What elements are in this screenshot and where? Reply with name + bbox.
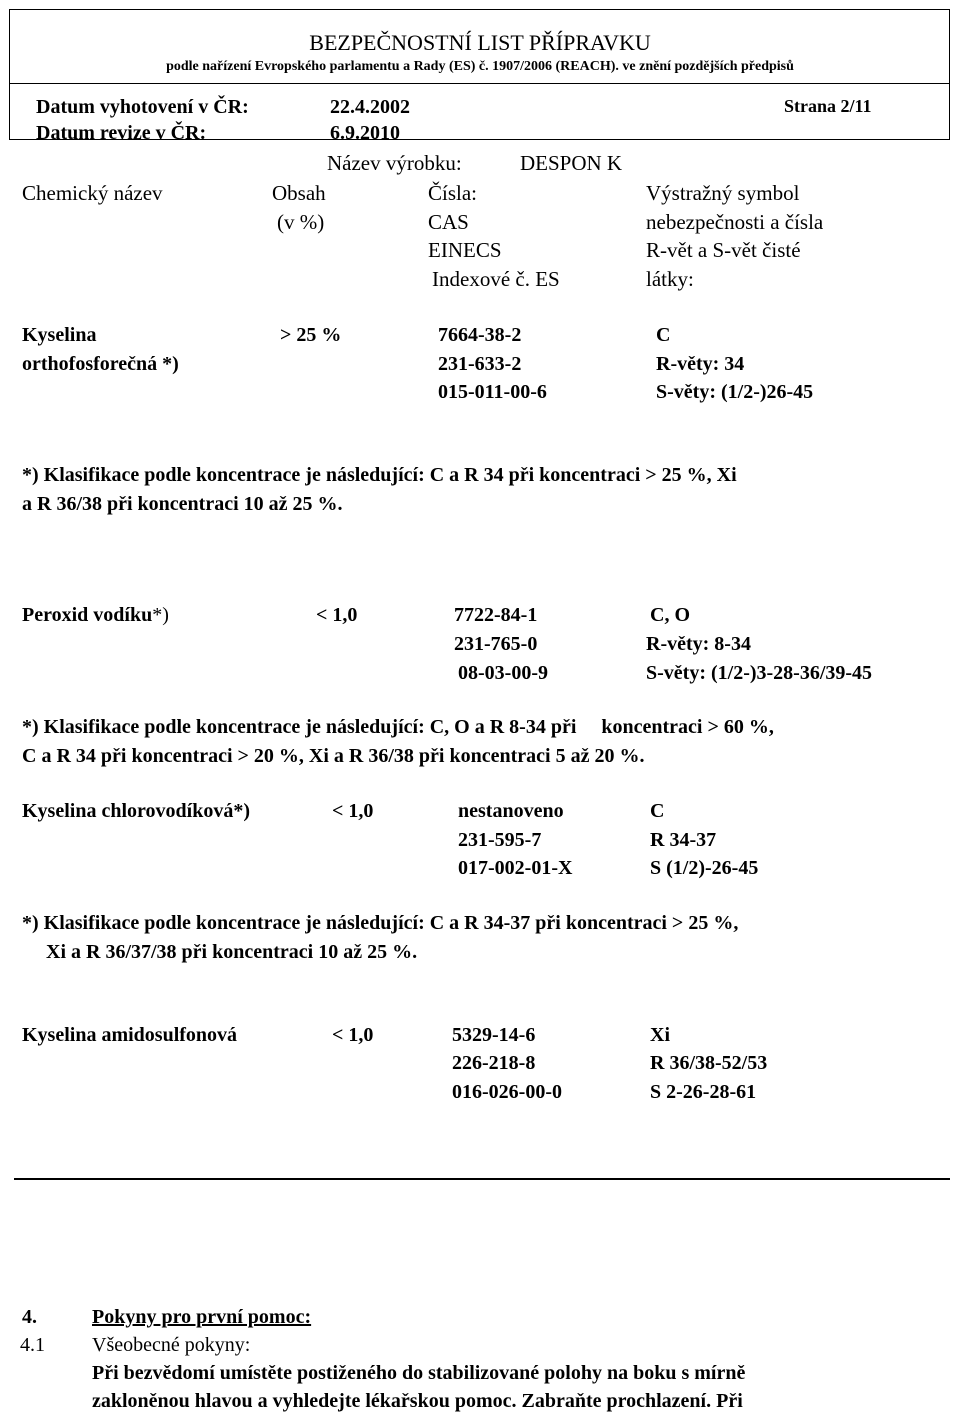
substance-r-phrases: R-věty: 8-34: [646, 633, 751, 655]
date-created: 22.4.2002: [330, 96, 410, 118]
column-einecs: EINECS: [428, 238, 502, 262]
column-chemical-name: Chemický název: [22, 181, 163, 205]
substance-name-suffix: *): [152, 604, 169, 626]
classification-note-line2: C a R 34 při koncentraci > 20 %, Xi a R 36/38 při koncentraci 5 až 20 %.: [22, 745, 645, 767]
section-title: Pokyny pro první pomoc:: [92, 1306, 312, 1328]
substance-name: Kyselina amidosulfonová: [22, 1024, 238, 1046]
substance-cas: 7722-84-1: [454, 604, 538, 626]
substance-einecs: 226-218-8: [452, 1052, 536, 1074]
substance-symbol: Xi: [650, 1024, 670, 1046]
substance-content: < 1,0: [316, 604, 358, 626]
classification-note: *) Klasifikace podle koncentrace je následující: C a R 34-37 při koncentraci > 25 %,: [22, 912, 739, 934]
column-index: Indexové č. ES: [432, 267, 560, 291]
substance-s-phrases: S 2-26-28-61: [650, 1081, 757, 1103]
column-symbol: Výstražný symbol: [646, 181, 800, 205]
column-cas: CAS: [428, 210, 469, 234]
substance-content: < 1,0: [332, 800, 374, 822]
column-symbol-line2: nebezpečnosti a čísla: [646, 210, 824, 234]
column-numbers: Čísla:: [428, 181, 478, 205]
substance-index: 016-026-00-0: [452, 1081, 562, 1103]
substance-r-phrases: R-věty: 34: [656, 353, 745, 375]
section-text: Při bezvědomí umístěte postiženého do stabilizované polohy na boku s mírně: [92, 1362, 746, 1384]
document-subtitle: podle nařízení Evropského parlamentu a Rady (ES) č. 1907/2006 (REACH). ve znění pozdějších předpisů: [166, 59, 794, 74]
substance-name-line2: orthofosforečná *): [22, 353, 179, 375]
substance-cas: nestanoveno: [458, 800, 564, 822]
substance-name: Peroxid vodíku: [22, 604, 153, 626]
substance-einecs: 231-595-7: [458, 829, 542, 851]
product-name: DESPON K: [520, 151, 623, 175]
classification-note-line2: a R 36/38 při koncentraci 10 až 25 %.: [22, 493, 343, 515]
substance-s-phrases: S-věty: (1/2-)3-28-36/39-45: [646, 662, 873, 684]
column-symbol-line3: R-vět a S-vět čisté: [646, 238, 801, 262]
substance-content: > 25 %: [280, 324, 342, 346]
section-text-line2: zakloněnou hlavou a vyhledejte lékařskou pomoc. Zabraňte prochlazení. Při: [92, 1390, 743, 1412]
classification-note: *) Klasifikace podle koncentrace je následující: C, O a R 8-34 při koncentraci > 60 %,: [22, 716, 774, 738]
column-content-unit: (v %): [277, 210, 325, 234]
classification-note: *) Klasifikace podle koncentrace je následující: C a R 34 při koncentraci > 25 %, Xi: [22, 464, 737, 486]
substance-einecs: 231-765-0: [454, 633, 538, 655]
substance-s-phrases: S (1/2)-26-45: [650, 857, 759, 879]
substance-symbol: C: [650, 800, 665, 822]
date-revised: 6.9.2010: [330, 122, 400, 144]
substance-name: Kyselina chlorovodíková*): [22, 800, 250, 822]
section-divider: [14, 1178, 950, 1180]
header-divider: [9, 83, 950, 84]
document-title: BEZPEČNOSTNÍ LIST PŘÍPRAVKU: [309, 30, 651, 55]
date-revised-label: Datum revize v ČR:: [36, 122, 207, 144]
header-box: [9, 9, 950, 140]
substance-content: < 1,0: [332, 1024, 374, 1046]
column-symbol-line4: látky:: [646, 267, 694, 291]
substance-r-phrases: R 34-37: [650, 829, 717, 851]
date-created-label: Datum vyhotovení v ČR:: [36, 96, 249, 118]
substance-s-phrases: S-věty: (1/2-)26-45: [656, 381, 814, 403]
substance-index: 08-03-00-9: [458, 662, 548, 684]
substance-index: 017-002-01-X: [458, 857, 573, 879]
page-number: Strana 2/11: [784, 96, 872, 116]
column-content: Obsah: [272, 181, 326, 205]
substance-symbol: C: [656, 324, 671, 346]
classification-note-line2: Xi a R 36/37/38 při koncentraci 10 až 25 %.: [46, 941, 418, 963]
substance-cas: 7664-38-2: [438, 324, 522, 346]
section-number: 4.: [22, 1306, 37, 1328]
substance-index: 015-011-00-6: [438, 381, 547, 403]
product-label: Název výrobku:: [327, 151, 462, 175]
substance-einecs: 231-633-2: [438, 353, 522, 375]
substance-cas: 5329-14-6: [452, 1024, 536, 1046]
substance-r-phrases: R 36/38-52/53: [650, 1052, 768, 1074]
subsection-title: Všeobecné pokyny:: [92, 1334, 251, 1356]
substance-symbol: C, O: [650, 604, 690, 626]
substance-name: Kyselina: [22, 324, 97, 346]
subsection-number: 4.1: [20, 1334, 45, 1356]
